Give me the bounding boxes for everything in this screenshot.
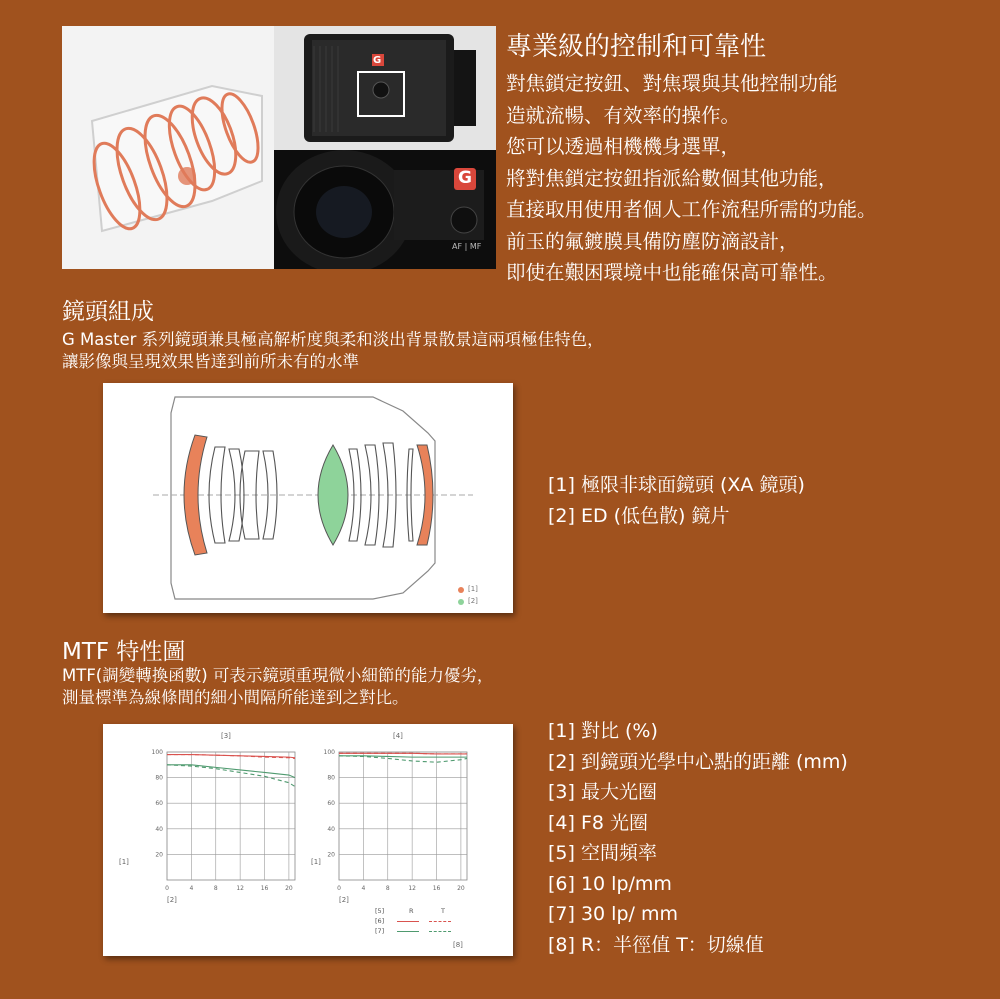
key-10-t-line (429, 921, 451, 922)
af-mf-label: AF | MF (452, 242, 482, 251)
key-r: R (409, 907, 414, 915)
construction-legend (548, 470, 805, 531)
mtf-chart-f8 (324, 749, 467, 892)
construction-title: 鏡頭組成 (62, 299, 154, 325)
key-freq: [5] (375, 907, 385, 915)
key-30: [7] (375, 927, 385, 935)
key-30-r-line (397, 931, 419, 932)
legend-item: [5] 空間頻率 (548, 842, 657, 864)
x-tick-label: 12 (236, 885, 244, 892)
feature-line: 前玉的氟鍍膜具備防塵防滴設計， (506, 229, 799, 253)
y-tick-label: 80 (327, 774, 335, 782)
lens-badge-small: G (373, 55, 382, 66)
legend-item: [1] 對比 (%) (548, 720, 658, 742)
x-tick-label: 20 (457, 885, 465, 892)
y-axis-label-left: [1] (119, 858, 129, 866)
legend-item: [2] ED (低色散) 鏡片 (548, 504, 730, 527)
legend-item: [1] 極限非球面鏡頭 (XA 鏡頭) (548, 474, 805, 496)
key-10: [6] (375, 917, 385, 925)
lens-construction-diagram (103, 383, 513, 613)
mtf-legend (548, 716, 848, 960)
x-tick-label: 0 (165, 885, 169, 892)
x-tick-label: 20 (285, 885, 293, 892)
y-tick-label: 80 (155, 774, 163, 782)
legend-item: [6] 10 lp/mm (548, 872, 672, 895)
legend-item: [2] 到鏡頭光學中心點的距離 (mm) (548, 750, 848, 773)
y-tick-label: 20 (155, 851, 163, 859)
y-tick-label: 20 (327, 851, 335, 859)
x-tick-label: 16 (260, 885, 269, 892)
feature-line: 即使在艱困環境中也能確保高可靠性。 (506, 261, 838, 284)
control-title: 專業級的控制和可靠性 (506, 32, 767, 62)
x-axis-label-left: [2] (167, 896, 177, 904)
x-tick-label: 12 (408, 885, 416, 892)
y-tick-label: 40 (155, 825, 163, 833)
key-t: T (441, 907, 445, 915)
diagram-key-ed: [2] (468, 597, 478, 605)
feature-line: 對焦鎖定按鈕、對焦環與其他控制功能 (506, 72, 838, 95)
y-tick-label: 40 (327, 825, 335, 833)
lens-cutaway-image (62, 26, 274, 269)
feature-line: 將對焦鎖定按鈕指派給數個其他功能， (506, 166, 838, 190)
mtf-description (62, 665, 493, 709)
x-tick-label: 8 (213, 885, 218, 892)
lens-badge: G (458, 168, 472, 188)
feature-line: 直接取用使用者個人工作流程所需的功能。 (506, 198, 877, 221)
aperture-label-f8: [4] (393, 732, 403, 740)
lens-side-image (274, 26, 496, 150)
y-tick-label: 100 (151, 749, 163, 756)
x-tick-label: 0 (337, 885, 341, 892)
key-10-r-line (397, 921, 419, 922)
mtf-key (375, 907, 465, 939)
key-ref-label: [8] (453, 941, 463, 949)
x-axis-label-right: [2] (339, 896, 349, 904)
construction-desc-line: 讓影像與呈現效果皆達到前所未有的水準 (62, 352, 359, 371)
mtf-desc-line: MTF(調變轉換函數) 可表示鏡頭重現微小細節的能力優劣， (62, 666, 494, 685)
construction-description (62, 329, 604, 373)
legend-item: [3] 最大光圈 (548, 781, 657, 803)
mtf-series-line (167, 765, 295, 787)
mtf-chart-max-aperture (152, 749, 295, 892)
construction-desc-line: G Master 系列鏡頭兼具極高解析度與柔和淡出背景散景這兩項極佳特色， (62, 330, 604, 349)
x-tick-label: 4 (189, 885, 194, 892)
x-tick-label: 8 (385, 885, 390, 892)
control-feature-list (506, 68, 877, 289)
y-tick-label: 60 (155, 800, 163, 808)
mtf-desc-line: 測量標準為線條間的細小間隔所能達到之對比。 (62, 688, 409, 707)
plot-frame (339, 752, 467, 880)
legend-item: [4] F8 光圈 (548, 811, 649, 834)
key-30-t-line (429, 931, 451, 932)
feature-line: 您可以透過相機機身選單， (506, 135, 741, 158)
mtf-series-line (339, 756, 467, 757)
mtf-chart-card (103, 724, 513, 956)
mtf-title: MTF 特性圖 (62, 639, 186, 665)
y-tick-label: 100 (323, 749, 335, 756)
aperture-label-max: [3] (221, 732, 231, 740)
x-tick-label: 4 (361, 885, 366, 892)
legend-item: [8] R：半徑值 T：切線值 (548, 933, 764, 956)
y-axis-label-right: [1] (311, 858, 321, 866)
lens-front-image (274, 150, 496, 269)
diagram-key-xa: [1] (468, 585, 478, 593)
y-tick-label: 60 (327, 800, 335, 808)
legend-item: [7] 30 lp/ mm (548, 903, 678, 925)
x-tick-label: 16 (432, 885, 441, 892)
feature-line: 造就流暢、有效率的操作。 (506, 103, 741, 127)
